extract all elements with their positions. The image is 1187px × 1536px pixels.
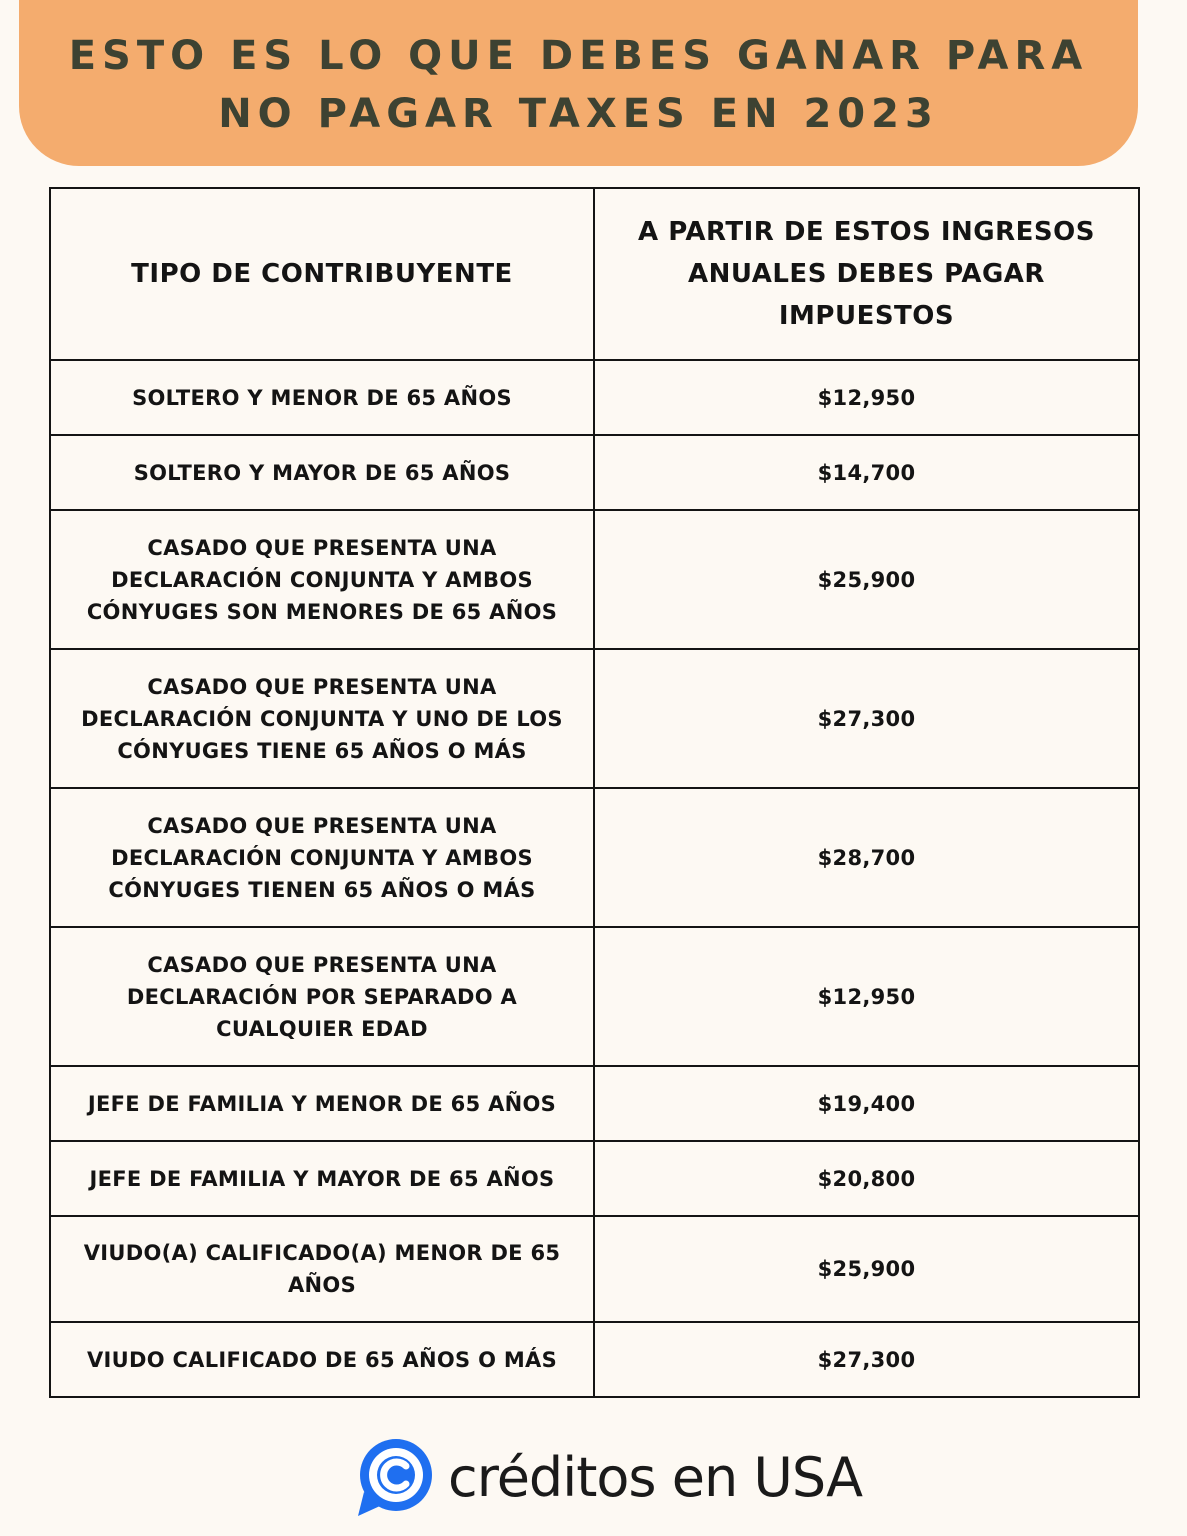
brand-name: créditos en USA [448, 1445, 863, 1509]
income-amount-cell: $25,900 [594, 1216, 1139, 1322]
table-row [50, 788, 1139, 927]
income-amount-cell: $20,800 [594, 1141, 1139, 1216]
table-row [50, 1216, 1139, 1322]
taxpayer-type-cell: CASADO QUE PRESENTA UNA DECLARACIÓN CONJUNTA Y UNO DE LOS CÓNYUGES TIENE 65 AÑOS O MÁS [50, 649, 594, 788]
income-amount-cell: $27,300 [594, 1322, 1139, 1397]
table-header-row [50, 188, 1139, 360]
income-amount-cell: $28,700 [594, 788, 1139, 927]
header-annual-income: A PARTIR DE ESTOS INGRESOS ANUALES DEBES PAGAR IMPUESTOS [594, 188, 1139, 360]
table-row [50, 649, 1139, 788]
taxpayer-type-cell: CASADO QUE PRESENTA UNA DECLARACIÓN POR SEPARADO A CUALQUIER EDAD [50, 927, 594, 1066]
creditos-logo-icon [354, 1436, 436, 1518]
tax-threshold-table [49, 187, 1140, 1398]
income-amount-cell: $14,700 [594, 435, 1139, 510]
table-row [50, 510, 1139, 649]
table-row [50, 1066, 1139, 1141]
table-row [50, 1322, 1139, 1397]
header-taxpayer-type: TIPO DE CONTRIBUYENTE [50, 188, 594, 360]
income-amount-cell: $25,900 [594, 510, 1139, 649]
title-line-2: NO PAGAR TAXES EN 2023 [218, 91, 939, 137]
title-line-1: ESTO ES LO QUE DEBES GANAR PARA [68, 33, 1089, 79]
taxpayer-type-cell: VIUDO(A) CALIFICADO(A) MENOR DE 65 AÑOS [50, 1216, 594, 1322]
taxpayer-type-cell: CASADO QUE PRESENTA UNA DECLARACIÓN CONJUNTA Y AMBOS CÓNYUGES SON MENORES DE 65 AÑOS [50, 510, 594, 649]
title-banner [19, 0, 1138, 166]
table-row [50, 1141, 1139, 1216]
income-amount-cell: $19,400 [594, 1066, 1139, 1141]
taxpayer-type-cell: SOLTERO Y MAYOR DE 65 AÑOS [50, 435, 594, 510]
taxpayer-type-cell: JEFE DE FAMILIA Y MAYOR DE 65 AÑOS [50, 1141, 594, 1216]
income-amount-cell: $27,300 [594, 649, 1139, 788]
income-amount-cell: $12,950 [594, 927, 1139, 1066]
table-row [50, 927, 1139, 1066]
table-row [50, 360, 1139, 435]
taxpayer-type-cell: VIUDO CALIFICADO DE 65 AÑOS O MÁS [50, 1322, 594, 1397]
income-amount-cell: $12,950 [594, 360, 1139, 435]
table-row [50, 435, 1139, 510]
taxpayer-type-cell: JEFE DE FAMILIA Y MENOR DE 65 AÑOS [50, 1066, 594, 1141]
taxpayer-type-cell: CASADO QUE PRESENTA UNA DECLARACIÓN CONJUNTA Y AMBOS CÓNYUGES TIENEN 65 AÑOS O MÁS [50, 788, 594, 927]
brand-logo [354, 1436, 862, 1518]
taxpayer-type-cell: SOLTERO Y MENOR DE 65 AÑOS [50, 360, 594, 435]
